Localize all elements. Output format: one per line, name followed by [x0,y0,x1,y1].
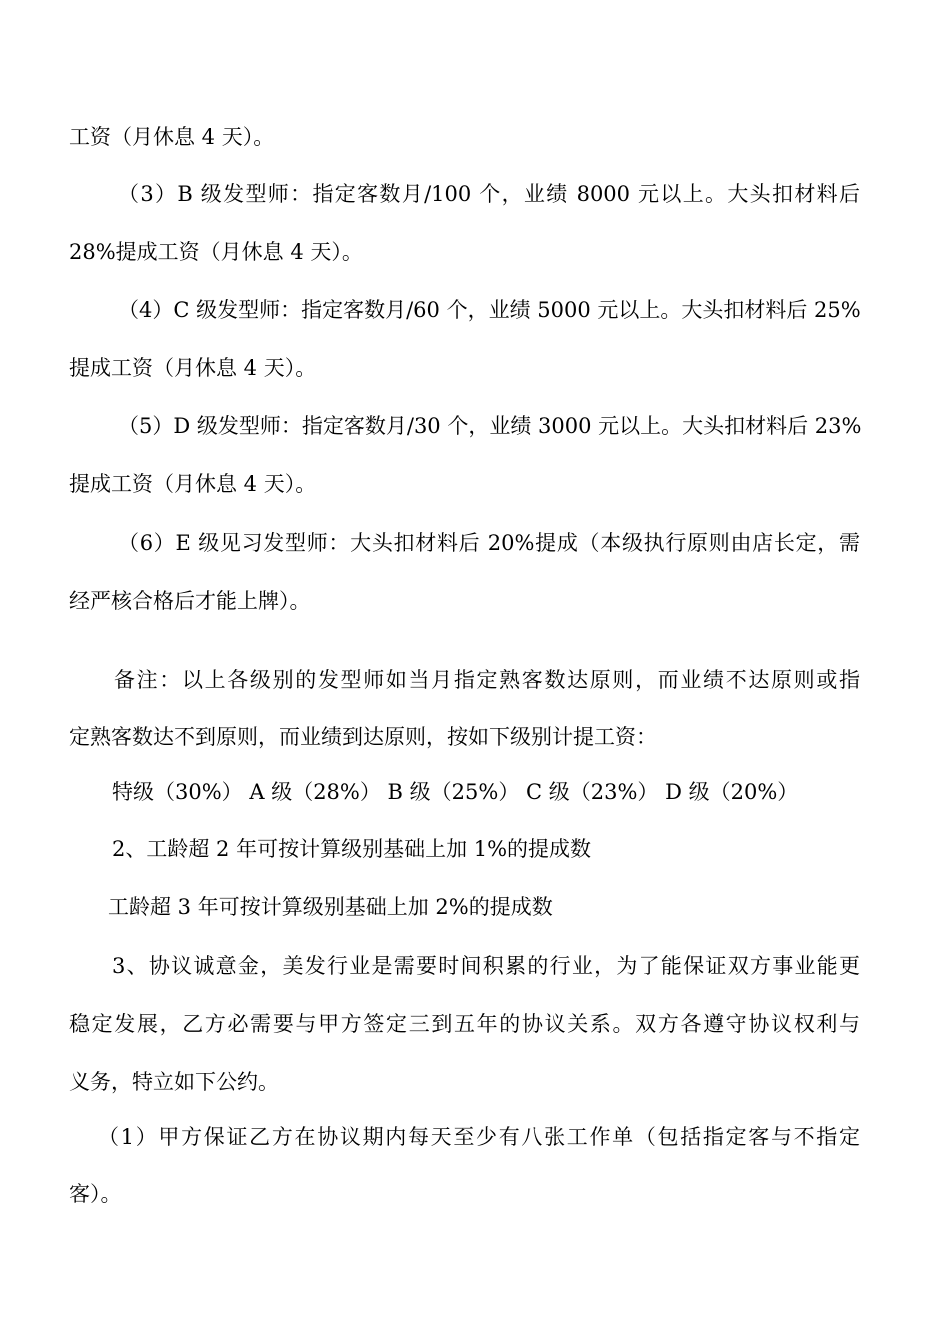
text-line: 备注：以上各级别的发型师如当月指定熟客数达原则，而业绩不达原则或指 [114,668,860,692]
text-line: （5）D 级发型师：指定客数月/30 个，业绩 3000 元以上。大头扣材料后 23% [118,414,862,438]
text-line: 28%提成工资（月休息 4 天）。 [69,240,363,264]
text-line: 定熟客数达不到原则，而业绩到达原则，按如下级别计提工资： [69,725,657,749]
text-line: 2、工龄超 2 年可按计算级别基础上加 1%的提成数 [112,837,592,861]
text-line: 客）。 [69,1182,122,1206]
text-line: 特级（30%） A 级（28%） B 级（25%） C 级（23%） D 级（20%） [112,780,799,804]
text-line: 提成工资（月休息 4 天）。 [69,356,317,380]
text-line: （4）C 级发型师：指定客数月/60 个，业绩 5000 元以上。大头扣材料后 25% [118,298,861,322]
text-line: 提成工资（月休息 4 天）。 [69,472,317,496]
text-line: 稳定发展，乙方必需要与甲方签定三到五年的协议关系。双方各遵守协议权利与 [69,1012,860,1036]
text-line: （6）E 级见习发型师：大头扣材料后 20%提成（本级执行原则由店长定，需 [118,531,860,555]
text-line: （3）B 级发型师：指定客数月/100 个，业绩 8000 元以上。大头扣材料后 [118,182,860,206]
text-line: 3、协议诚意金，美发行业是需要时间积累的行业，为了能保证双方事业能更 [112,954,860,978]
text-line: 经严核合格后才能上牌）。 [69,589,311,613]
text-line: 工资（月休息 4 天）。 [69,125,275,149]
text-line: （1）甲方保证乙方在协议期内每天至少有八张工作单（包括指定客与不指定 [98,1125,860,1149]
text-line: 义务，特立如下公约。 [69,1070,279,1094]
text-line: 工龄超 3 年可按计算级别基础上加 2%的提成数 [108,895,553,919]
